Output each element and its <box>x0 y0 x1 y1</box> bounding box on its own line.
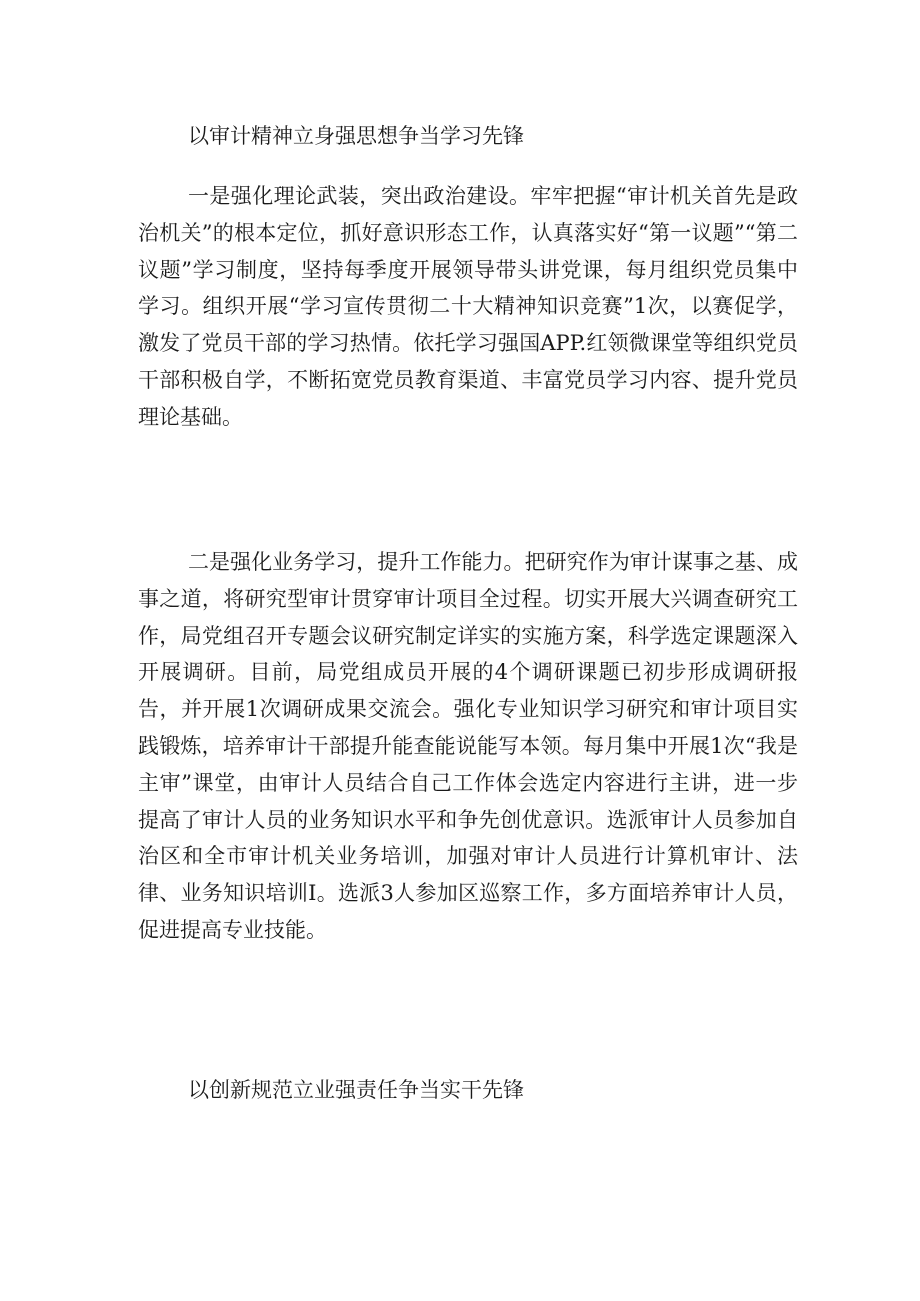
paragraph-business-study: 二是强化业务学习，提升工作能力。把研究作为审计谋事之基、成事之道，将研究型审计贯穿审计项目全过程。切实开展大兴调查研究工作，局党组召开专题会议研究制定详实的实施方案，科学选定课题深入开展调研。目前，局党组成员开展的4个调研课题已初步形成调研报告，并开展1次调研成果交流会。强化专业知识学习研究和审计项目实践锻炼，培养审计干部提升能查能说能写本领。每月集中开展1次“我是主审”课堂，由审计人员结合自己工作体会选定内容进行主讲，进一步提高了审计人员的业务知识水平和争先创优意识。选派审计人员参加自治区和全市审计机关业务培训，加强对审计人员进行计算机审计、法律、业务知识培训I。选派3人参加区巡察工作，多方面培养审计人员，促进提高专业技能。 <box>138 550 798 942</box>
section-heading-study: 以审计精神立身强思想争当学习先锋 <box>188 124 524 148</box>
paragraph-theory: 一是强化理论武装，突出政治建设。牢牢把握“审计机关首先是政治机关”的根本定位，抓好意识形态工作，认真落实好“第一议题”“第二议题”学习制度，坚持每季度开展领导带头讲党课，每月组织党员集中学习。组织开展“学习宣传贯彻二十大精神知识竞赛”1次，以赛促学，激发了党员干部的学习热情。依托学习强国APP.红领微课堂等组织党员干部积极自学，不断拓宽党员教育渠道、丰富党员学习内容、提升党员理论基础。 <box>138 184 798 429</box>
section-heading-practice: 以创新规范立业强责任争当实干先锋 <box>188 1078 524 1102</box>
